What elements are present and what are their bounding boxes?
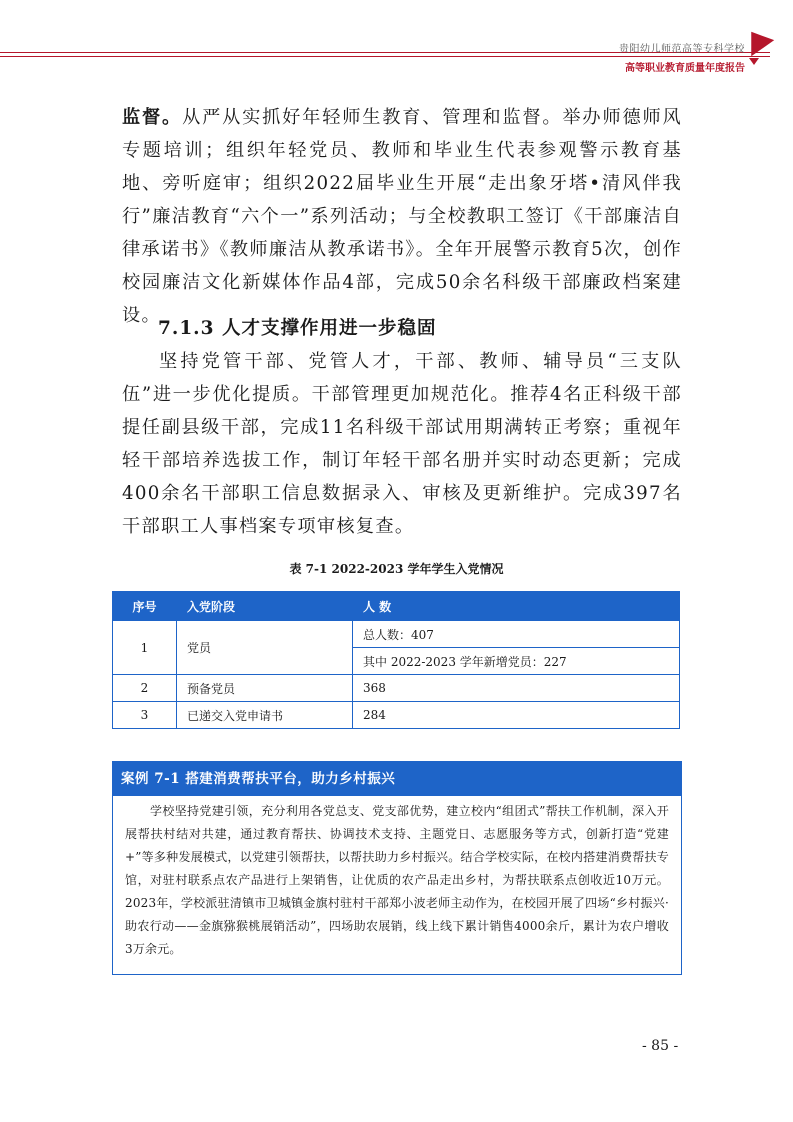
- paragraph-lead: 监督。: [122, 107, 183, 128]
- party-membership-table: [112, 591, 680, 729]
- cell-count: 368: [353, 675, 680, 702]
- cell-count: 284: [353, 702, 680, 729]
- case-title: 案例 7-1 搭建消费帮扶平台，助力乡村振兴: [113, 762, 681, 796]
- table-header-row: [113, 592, 680, 621]
- header-stage: 入党阶段: [177, 592, 353, 621]
- cell-stage: 已递交入党申请书: [177, 702, 353, 729]
- paragraph-supervision: [122, 101, 682, 332]
- section-heading: 7.1.3 人才支撑作用进一步稳固: [158, 318, 437, 339]
- cell-stage: 党员: [177, 621, 353, 675]
- cell-count: 其中 2022-2023 学年新增党员：227: [353, 648, 680, 675]
- cell-stage: 预备党员: [177, 675, 353, 702]
- header-rule-bottom: [0, 56, 770, 57]
- table-caption: 表 7-1 2022-2023 学年学生入党情况: [289, 562, 504, 576]
- case-study-box: [112, 761, 682, 975]
- page-number: - 85 -: [642, 1038, 679, 1054]
- table-row: [113, 675, 680, 702]
- table-row: [113, 621, 680, 648]
- paragraph-text: 从严从实抓好年轻师生教育、管理和监督。举办师德师风专题培训；组织年轻党员、教师和毕业生代表参观警示教育基地、旁听庭审；组织2022届毕业生开展“走出象牙塔•清风伴我行”廉洁教育“六个一”系列活动；与全校教职工签订《干部廉洁自律承诺书》《教师廉洁从教承诺书》。全年开展警示教育5次，创作校园廉洁文化新媒体作品4部，完成50余名科级干部廉政档案建设。: [122, 107, 682, 326]
- paragraph-talent: [122, 345, 682, 543]
- case-text: 学校坚持党建引领，充分利用各党总支、党支部优势，建立校内“组团式”帮扶工作机制，深入开展帮扶村结对共建，通过教育帮扶、协调技术支持、主题党日、志愿服务等方式，创新打造“党建+”等多种发展模式，以党建引领帮扶，以帮扶助力乡村振兴。结合学校实际，在校内搭建消费帮扶专馆，对驻村联系点农产品进行上架销售，让优质的农产品走出乡村，为帮扶联系点创收近10万元。2023年，学校派驻清镇市卫城镇金旗村驻村干部郑小波老师主动作为，在校园开展了四场“乡村振兴·助农行动——金旗猕猴桃展销活动”，四场助农展销，线上线下累计销售4000余斤，累计为农户增收3万余元。: [125, 804, 669, 956]
- table-row: [113, 702, 680, 729]
- cell-no: 1: [113, 621, 177, 675]
- header-small-triangle-icon: [749, 58, 759, 65]
- header-count: 人 数: [353, 592, 680, 621]
- header-school: 贵阳幼儿师范高等专科学校: [619, 44, 745, 55]
- section-text: 坚持党管干部、党管人才，干部、教师、辅导员“三支队伍”进一步优化提质。干部管理更加规范化。推荐4名正科级干部提任副县级干部，完成11名科级干部试用期满转正考察；重视年轻干部培养选拔工作，制订年轻干部名册并实时动态更新；完成400余名干部职工信息数据录入、审核及更新维护。完成397名干部职工人事档案专项审核复查。: [122, 351, 682, 537]
- header-report-title: 高等职业教育质量年度报告: [625, 63, 745, 74]
- cell-count: 总人数：407: [353, 621, 680, 648]
- cell-no: 3: [113, 702, 177, 729]
- header-no: 序号: [113, 592, 177, 621]
- cell-no: 2: [113, 675, 177, 702]
